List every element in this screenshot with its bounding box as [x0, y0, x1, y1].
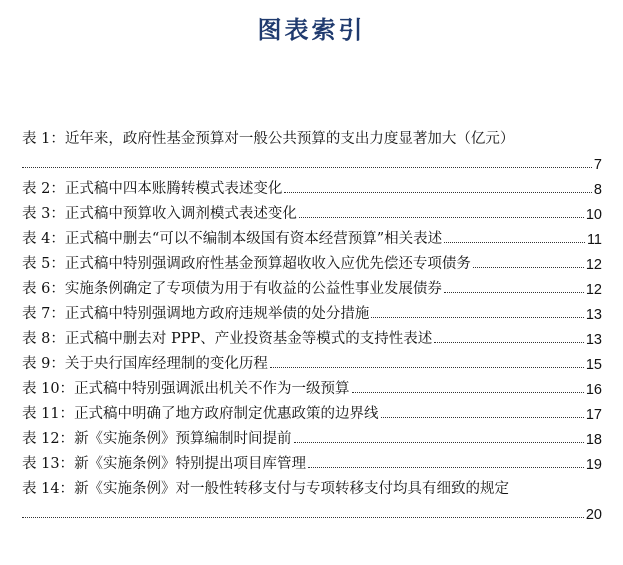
toc-entry-page: 7: [593, 157, 602, 173]
toc-entry-12[interactable]: [22, 423, 602, 448]
toc-entry-page: 12: [585, 282, 602, 298]
toc-entry-1[interactable]: [22, 123, 602, 173]
toc-entry-title: 正式稿中删去对 PPP、产业投资基金等模式的支持性表述: [64, 331, 433, 347]
toc-entry-label: 表 9：: [22, 356, 65, 372]
toc-entry-page: 17: [585, 407, 602, 423]
toc-entry-14[interactable]: [22, 473, 602, 523]
toc-entry-title: 新《实施条例》特别提出项目库管理: [74, 456, 307, 472]
toc-entry-3[interactable]: [22, 198, 602, 223]
dot-leader: [381, 417, 584, 418]
toc-entry-page: 15: [585, 357, 602, 373]
dot-leader: [294, 442, 584, 443]
toc-entry-title: 近年来，政府性基金预算对一般公共预算的支出力度显著加大（亿元）: [64, 131, 515, 147]
dot-leader: [270, 367, 584, 368]
toc-entry-5[interactable]: [22, 248, 602, 273]
toc-entry-9[interactable]: [22, 348, 602, 373]
toc-entry-title: 新《实施条例》预算编制时间提前: [74, 431, 292, 447]
toc-entry-label: 表 12：: [22, 431, 75, 447]
toc-entry-page: 13: [585, 332, 602, 348]
toc-entry-label: 表 8：: [22, 331, 65, 347]
toc-entry-title: 正式稿中预算收入调剂模式表述变化: [64, 206, 297, 222]
toc-entry-title: 正式稿中特别强调地方政府违规举债的处分措施: [64, 306, 370, 322]
toc-entry-label: 表 7：: [22, 306, 65, 322]
toc-entry-label: 表 5：: [22, 256, 65, 272]
toc-entry-page: 18: [585, 432, 602, 448]
toc-entry-page: 12: [585, 257, 602, 273]
toc-entry-label: 表 14：: [22, 481, 75, 497]
toc-entry-page: 19: [585, 457, 602, 473]
toc-entry-title: 正式稿中明确了地方政府制定优惠政策的边界线: [74, 406, 379, 422]
dot-leader: [352, 392, 584, 393]
toc-entry-label: 表 3：: [22, 206, 65, 222]
toc-entry-title: 关于央行国库经理制的变化历程: [64, 356, 268, 372]
toc-entry-page: 16: [585, 382, 602, 398]
toc-entry-label: 表 11：: [22, 406, 75, 422]
toc-entry-13[interactable]: [22, 448, 602, 473]
toc-entry-label: 表 1：: [22, 131, 65, 147]
dot-leader: [444, 292, 584, 293]
toc-entry-title: 新《实施条例》对一般性转移支付与专项转移支付均具有细致的规定: [74, 481, 510, 497]
dot-leader: [308, 467, 584, 468]
toc-entry-4[interactable]: [22, 223, 602, 248]
dot-leader: [299, 217, 584, 218]
toc-entry-8[interactable]: [22, 323, 602, 348]
toc-entry-label: 表 10：: [22, 381, 75, 397]
toc-entry-page: 11: [586, 232, 602, 248]
toc-entry-title: 正式稿中特别强调政府性基金预算超收收入应优先偿还专项债务: [64, 256, 471, 272]
toc-entry-label: 表 4：: [22, 231, 65, 247]
table-index-list: [22, 123, 602, 523]
toc-entry-label: 表 6：: [22, 281, 65, 297]
toc-entry-title: 实施条例确定了专项债为用于有收益的公益性事业发展债券: [64, 281, 442, 297]
dot-leader: [284, 192, 592, 193]
toc-entry-2[interactable]: [22, 173, 602, 198]
toc-entry-page: 13: [585, 307, 602, 323]
toc-entry-title: 正式稿中特别强调派出机关不作为一级预算: [74, 381, 350, 397]
dot-leader: [434, 342, 584, 343]
toc-entry-page: 8: [593, 182, 602, 198]
toc-entry-6[interactable]: [22, 273, 602, 298]
dot-leader: [444, 242, 585, 243]
toc-entry-title: 正式稿中四本账腾转模式表述变化: [64, 181, 283, 197]
dot-leader: [22, 517, 584, 518]
toc-entry-page: 10: [585, 207, 602, 223]
toc-entry-label: 表 13：: [22, 456, 75, 472]
toc-entry-page: 20: [585, 507, 602, 523]
toc-entry-7[interactable]: [22, 298, 602, 323]
toc-entry-label: 表 2：: [22, 181, 65, 197]
dot-leader: [371, 317, 584, 318]
dot-leader: [473, 267, 584, 268]
toc-entry-11[interactable]: [22, 398, 602, 423]
dot-leader: [22, 167, 592, 168]
toc-entry-title: 正式稿中删去“可以不编制本级国有资本经营预算”相关表述: [64, 231, 443, 247]
toc-entry-10[interactable]: [22, 373, 602, 398]
page-title: 图表索引: [257, 15, 366, 44]
